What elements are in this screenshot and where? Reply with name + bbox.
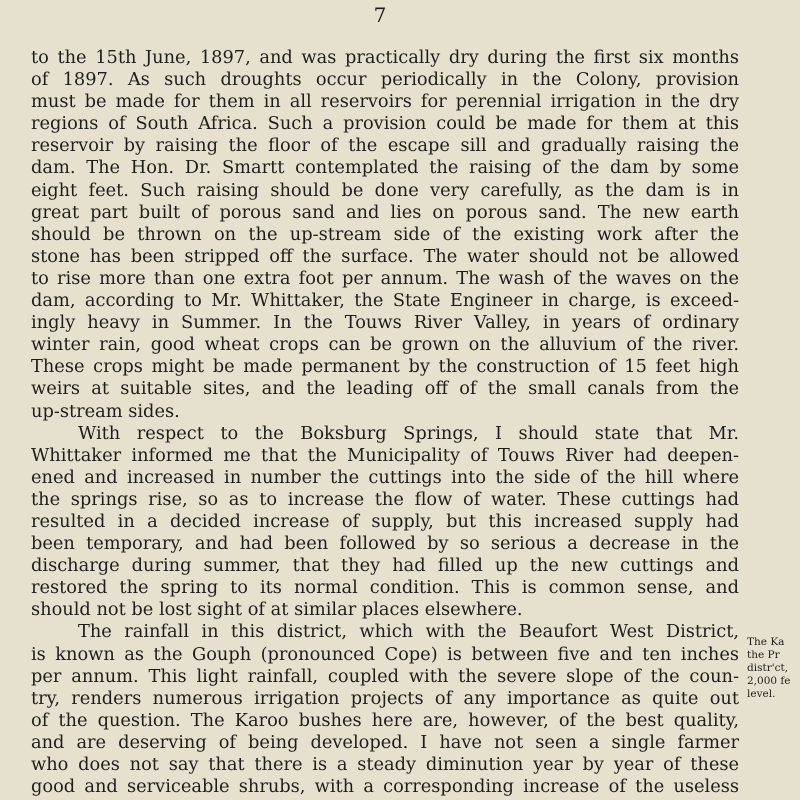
text-line: dam, according to Mr. Whittaker, the State Engineer in charge, is exceed- xyxy=(31,290,739,312)
text-line: ened and increased in number the cuttings into the side of the hill where xyxy=(31,466,739,488)
margin-note-line: the Pr xyxy=(747,649,780,661)
text-line: of the question. The Karoo bushes here are, however, of the best quality, xyxy=(31,709,739,731)
text-line: up-stream sides. xyxy=(31,400,180,422)
margin-note xyxy=(747,636,800,701)
text-line: per annum. This light rainfall, coupled with the severe slope of the coun- xyxy=(31,665,739,687)
text-line: try, renders numerous irrigation projects of any importance as quite out xyxy=(31,687,739,709)
text-line: ingly heavy in Summer. In the Touws River Valley, in years of ordinary xyxy=(31,312,739,334)
text-line: dam. The Hon. Dr. Smartt contemplated the raising of the dam by some xyxy=(31,157,739,179)
text-line: stone has been stripped off the surface. The water should not be allowed xyxy=(31,245,739,267)
text-line: Whittaker informed me that the Municipality of Touws River had deepen- xyxy=(31,444,739,466)
text-line: restored the spring to its normal condition. This is common sense, and xyxy=(31,577,739,599)
text-line: These crops might be made permanent by the construction of 15 feet high xyxy=(31,356,739,378)
text-line: must be made for them in all reservoirs for perennial irrigation in the dry xyxy=(31,91,739,113)
text-line: to rise more than one extra foot per annum. The wash of the waves on the xyxy=(31,267,739,289)
text-line: resulted in a decided increase of supply, but this increased supply had xyxy=(31,510,739,532)
text-line: good and serviceable shrubs, with a corresponding increase of the useless xyxy=(31,776,739,798)
margin-note-line: distr'ct, xyxy=(747,662,789,674)
margin-note-line: The Ka xyxy=(747,636,785,648)
text-line: weirs at suitable sites, and the leading off of the small canals from the xyxy=(31,378,739,400)
text-line: reservoir by raising the floor of the escape sill and gradually raising the xyxy=(31,135,739,157)
text-line: regions of South Africa. Such a provision could be made for them at this xyxy=(31,113,739,135)
body-text xyxy=(31,47,739,798)
text-line: to the 15th June, 1897, and was practically dry during the first six months xyxy=(31,47,739,68)
margin-note-line: 2,000 fe xyxy=(747,675,791,687)
page-number: 7 xyxy=(373,3,387,27)
text-line: eight feet. Such raising should be done very carefully, as the dam is in xyxy=(31,179,739,201)
text-line: should not be lost sight of at similar places elsewhere. xyxy=(31,599,523,621)
text-line: who does not say that there is a steady diminution year by year of these xyxy=(31,754,739,775)
text-line: With respect to the Boksburg Springs, I should state that Mr. xyxy=(78,422,739,444)
text-line: the springs rise, so as to increase the flow of water. These cuttings had xyxy=(31,488,739,510)
text-line: discharge during summer, that they had filled up the new cuttings and xyxy=(31,555,739,577)
text-line: should be thrown on the up-stream side of the existing work after the xyxy=(31,223,739,245)
text-line: been temporary, and had been followed by so serious a decrease in the xyxy=(31,533,739,555)
text-line: is known as the Gouph (pronounced Cope) is between five and ten inches xyxy=(31,643,739,665)
text-line: of 1897. As such droughts occur periodically in the Colony, provision xyxy=(31,69,739,91)
text-line: The rainfall in this district, which with the Beaufort West District, xyxy=(78,621,739,643)
text-line: and are deserving of being developed. I have not seen a single farmer xyxy=(31,731,739,753)
margin-note-line: level. xyxy=(747,688,776,700)
text-line: winter rain, good wheat crops can be grown on the alluvium of the river. xyxy=(31,334,739,356)
text-line: great part built of porous sand and lies on porous sand. The new earth xyxy=(31,201,739,223)
